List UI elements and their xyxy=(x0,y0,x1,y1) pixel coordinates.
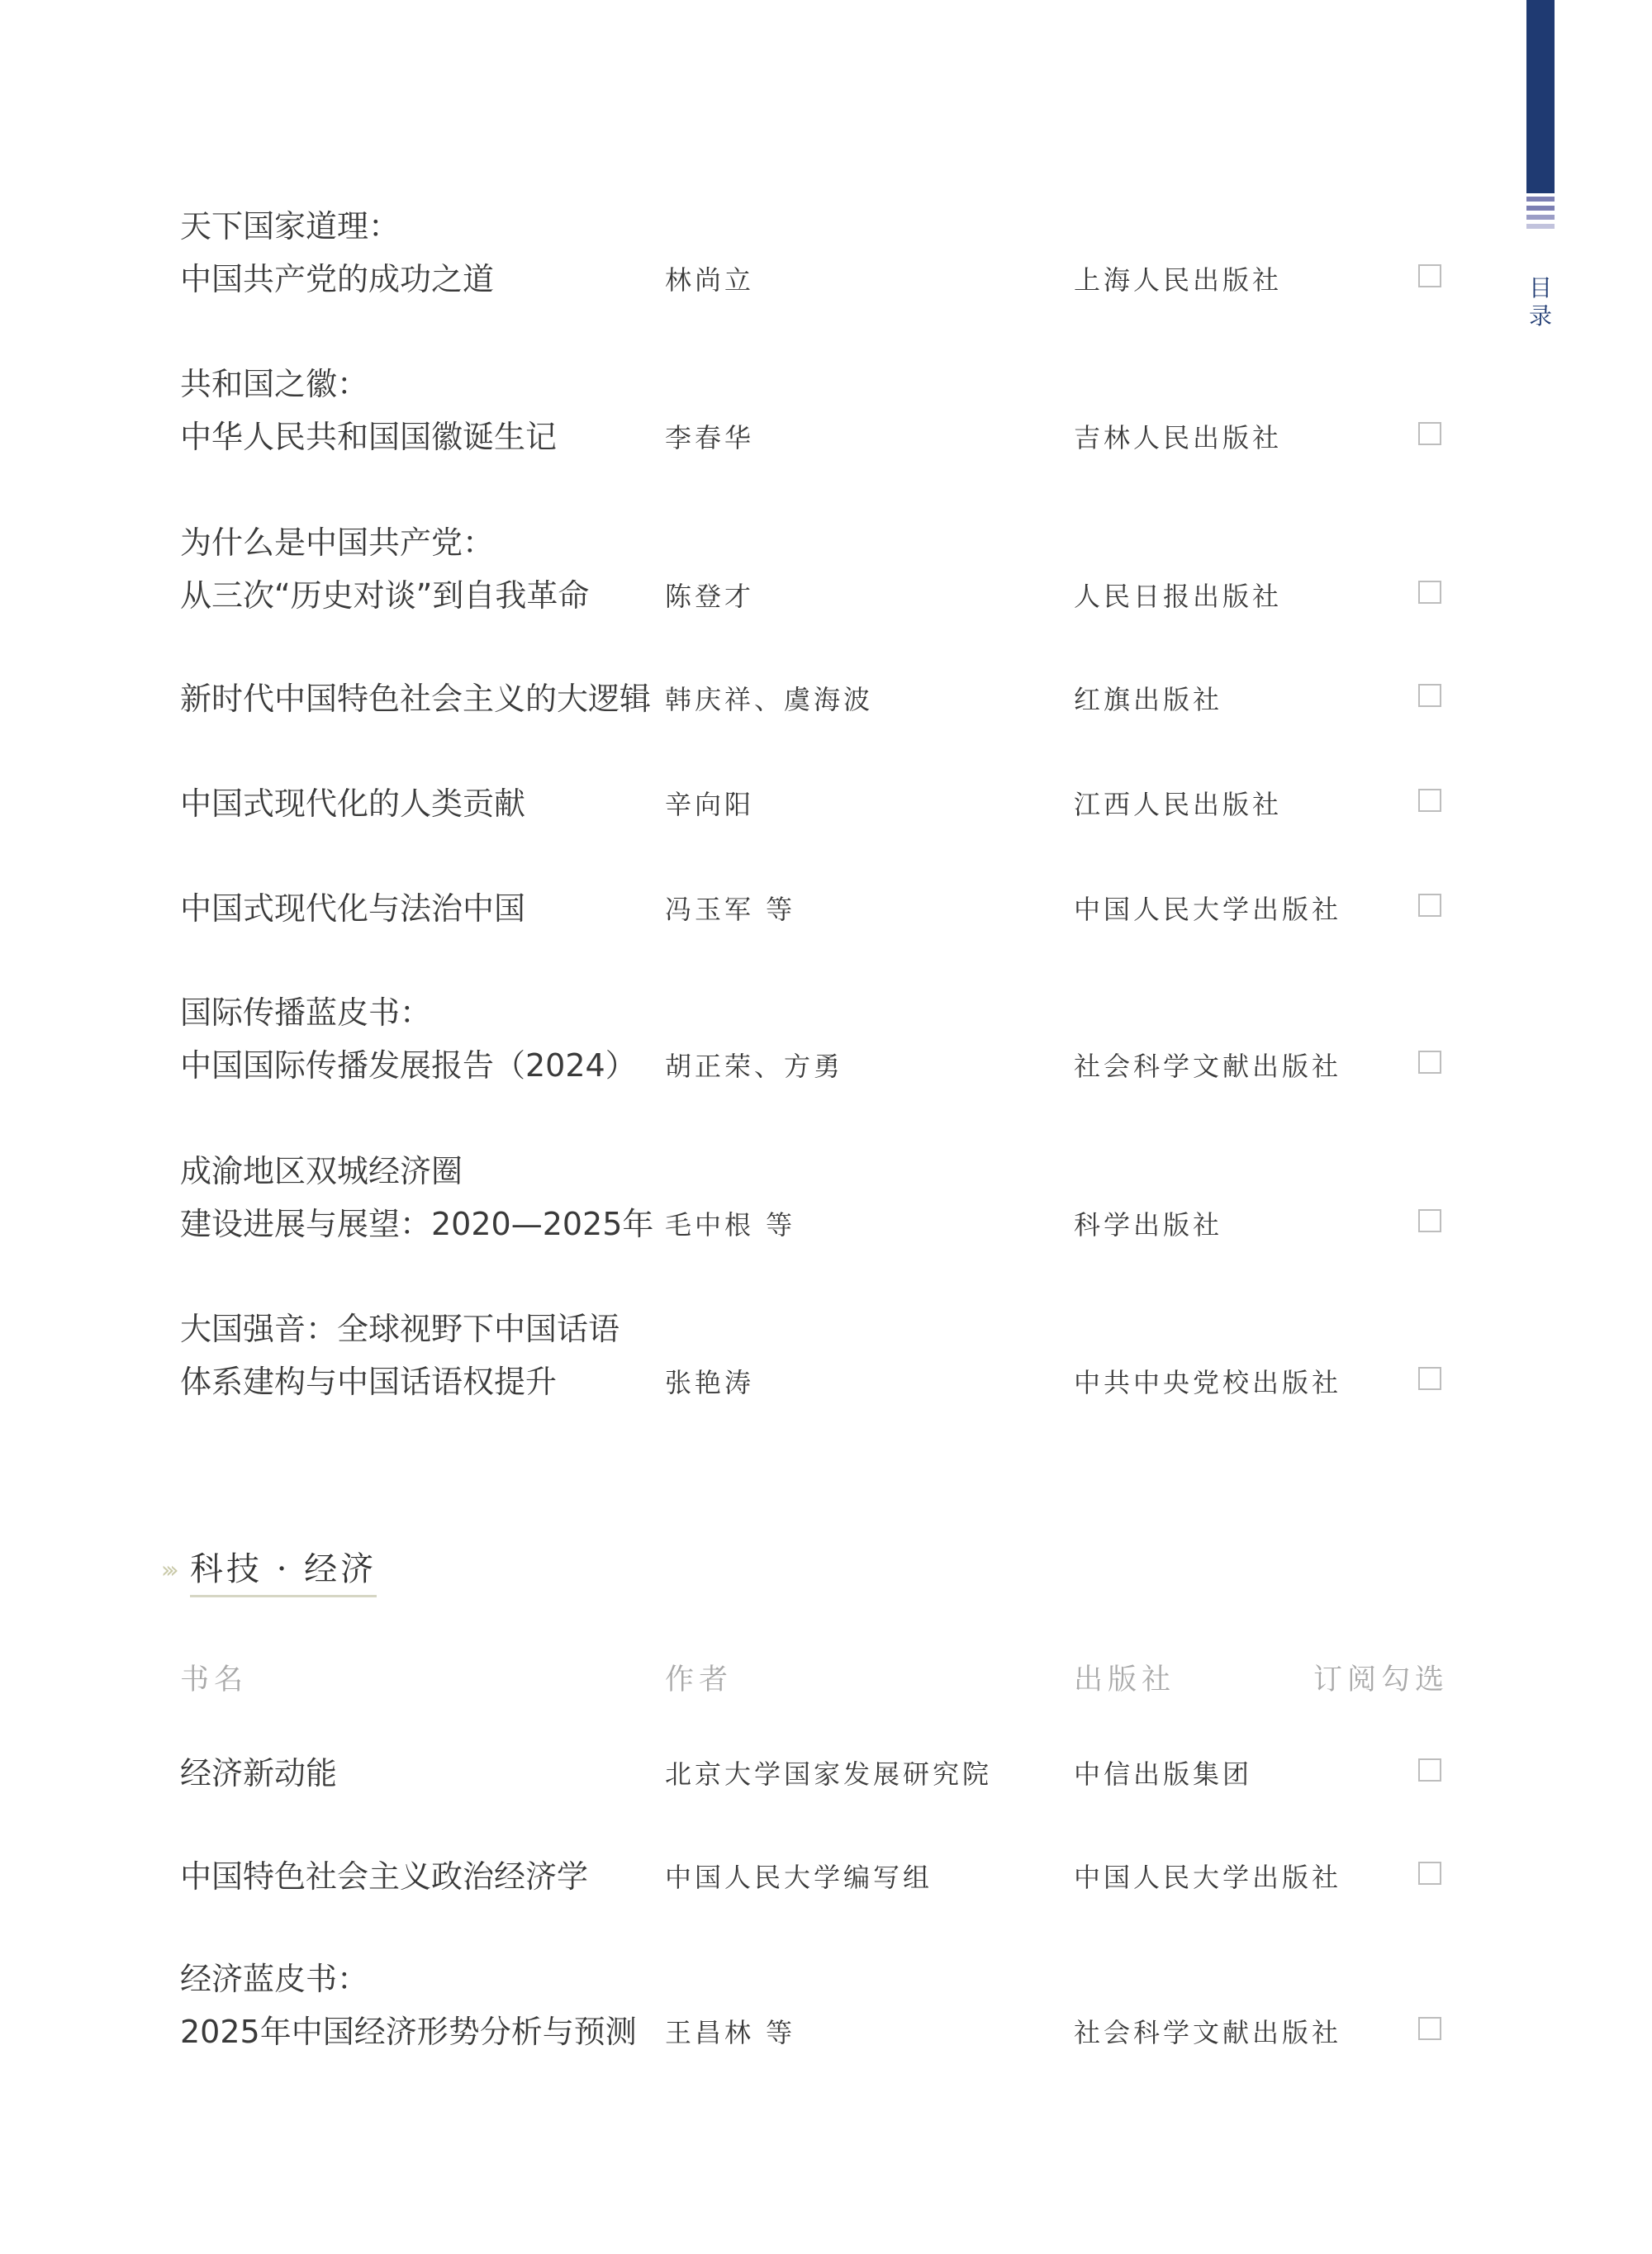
column-header-subscribe: 订阅勾选 xyxy=(1313,1663,1450,1696)
book-title: 中国式现代化与法治中国 xyxy=(180,890,526,927)
book-author: 张艳涛 xyxy=(665,1367,755,1398)
book-title-line2: 中国共产党的成功之道 xyxy=(180,261,495,297)
book-publisher: 江西人民出版社 xyxy=(1074,789,1283,820)
subscribe-checkbox[interactable] xyxy=(1418,789,1441,812)
book-publisher: 社会科学文献出版社 xyxy=(1074,2017,1342,2048)
column-header-author: 作者 xyxy=(665,1663,733,1696)
book-author: 陈登才 xyxy=(665,581,755,612)
book-publisher: 中国人民大学出版社 xyxy=(1074,894,1342,925)
side-tab-label[interactable]: 目录 xyxy=(1528,274,1552,330)
subscribe-checkbox[interactable] xyxy=(1418,1209,1441,1232)
book-title-line1: 天下国家道理： xyxy=(180,208,401,244)
book-publisher: 吉林人民出版社 xyxy=(1074,422,1283,453)
chevron-right-icon: ››› xyxy=(161,1556,174,1583)
book-publisher: 上海人民出版社 xyxy=(1074,264,1283,296)
subscribe-checkbox[interactable] xyxy=(1418,1367,1441,1390)
book-title: 新时代中国特色社会主义的大逻辑 xyxy=(180,681,652,717)
book-author: 韩庆祥、虞海波 xyxy=(665,684,874,715)
book-title-line2: 体系建构与中国话语权提升 xyxy=(180,1364,558,1400)
book-author: 李春华 xyxy=(665,422,755,453)
book-title-line2: 中华人民共和国国徽诞生记 xyxy=(180,419,558,455)
section-title: 科技 · 经济 xyxy=(190,1543,377,1597)
book-publisher: 社会科学文献出版社 xyxy=(1074,1051,1342,1082)
book-publisher: 人民日报出版社 xyxy=(1074,581,1283,612)
book-title-line1: 共和国之徽： xyxy=(180,366,369,402)
book-author: 毛中根 等 xyxy=(665,1209,796,1241)
column-header-title: 书名 xyxy=(180,1663,249,1696)
subscribe-checkbox[interactable] xyxy=(1418,1051,1441,1074)
book-title-line1: 国际传播蓝皮书： xyxy=(180,994,432,1031)
book-title-line2: 从三次“历史对谈”到自我革命 xyxy=(180,577,590,614)
subscribe-checkbox[interactable] xyxy=(1418,264,1441,287)
book-author: 王昌林 等 xyxy=(665,2017,796,2048)
subscribe-checkbox[interactable] xyxy=(1418,1862,1441,1885)
book-title-line1: 成渝地区双城经济圈 xyxy=(180,1153,463,1189)
subscribe-checkbox[interactable] xyxy=(1418,1758,1441,1782)
side-tab-stripes xyxy=(1526,197,1555,233)
column-header-publisher: 出版社 xyxy=(1074,1663,1176,1696)
book-title-line1: 为什么是中国共产党： xyxy=(180,524,495,561)
subscribe-checkbox[interactable] xyxy=(1418,684,1441,707)
subscribe-checkbox[interactable] xyxy=(1418,581,1441,604)
book-publisher: 科学出版社 xyxy=(1074,1209,1223,1241)
book-author: 辛向阳 xyxy=(665,789,755,820)
book-publisher: 中国人民大学出版社 xyxy=(1074,1862,1342,1893)
book-title-line2: 建设进展与展望：2020—2025年 xyxy=(180,1206,654,1242)
book-title: 中国式现代化的人类贡献 xyxy=(180,785,526,822)
book-title: 中国特色社会主义政治经济学 xyxy=(180,1858,589,1895)
side-tab-bar xyxy=(1526,0,1555,193)
book-author: 北京大学国家发展研究院 xyxy=(665,1758,993,1790)
book-author: 林尚立 xyxy=(665,264,755,296)
book-title: 经济新动能 xyxy=(180,1755,338,1791)
subscribe-checkbox[interactable] xyxy=(1418,894,1441,917)
subscribe-checkbox[interactable] xyxy=(1418,2017,1441,2040)
book-publisher: 红旗出版社 xyxy=(1074,684,1223,715)
book-author: 中国人民大学编写组 xyxy=(665,1862,933,1893)
book-publisher: 中共中央党校出版社 xyxy=(1074,1367,1342,1398)
subscribe-checkbox[interactable] xyxy=(1418,422,1441,445)
book-author: 胡正荣、方勇 xyxy=(665,1051,844,1082)
book-publisher: 中信出版集团 xyxy=(1074,1758,1253,1790)
book-title-line1: 大国强音：全球视野下中国话语 xyxy=(180,1311,620,1347)
book-title-line2: 中国国际传播发展报告（2024） xyxy=(180,1047,637,1084)
book-title-line1: 经济蓝皮书： xyxy=(180,1961,369,1997)
book-title-line2: 2025年中国经济形势分析与预测 xyxy=(180,2014,637,2050)
book-author: 冯玉军 等 xyxy=(665,894,796,925)
